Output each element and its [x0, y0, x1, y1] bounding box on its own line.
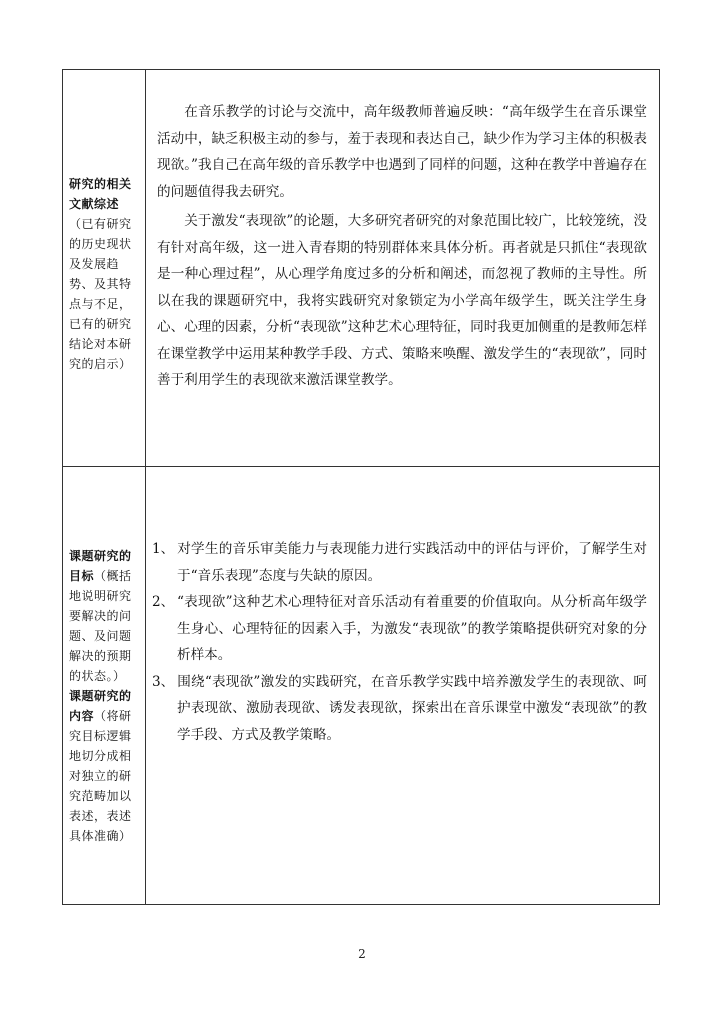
goals-content-content-cell	[146, 467, 659, 904]
literature-paragraph: 关于激发“表现欲”的论题，大多研究者研究的对象范围比较广，比较笼统，没有针对高年级，这一进入青春期的特别群体来具体分析。再者就是只抓住“表现欲是一种心理过程”，从心理学角度过多的分析和阐述，而忽视了教师的主导性。所以在我的课题研究中，我将实践研究对象锁定为小学高年级学生，既关注学生身心、心理的因素，分析“表现欲”这种艺术心理特征，同时我更加侧重的是教师怎样在课堂教学中运用某种教学手段、方式、策略来唤醒、激发学生的“表现欲”，同时善于利用学生的表现欲来激活课堂教学。	[157, 213, 647, 388]
research-content-heading: 课题研究的内容	[69, 689, 132, 723]
goals-content-row	[63, 467, 659, 904]
literature-review-label-cell	[63, 70, 146, 466]
literature-review-row	[63, 70, 659, 467]
literature-review-note: （已有研究的历史现状及发展趋势、及其特点与不足，已有的研究结论对本研究的启示）	[69, 217, 132, 371]
goal-item-text: “表现欲”这种艺术心理特征对音乐活动有着重要的价值取向。从分析高年级学生身心、心理特征的因素入手，为激发“表现欲”的教学策略提供研究对象的分析样本。	[177, 594, 647, 663]
goals-content-label-cell	[63, 467, 146, 904]
research-goal-note: （概括地说明研究要解决的问题、及问题解决的预期的状态。）	[69, 569, 132, 683]
page-number: 2	[358, 947, 366, 961]
goal-item	[152, 669, 647, 749]
goal-item	[152, 589, 647, 669]
goal-item-text: 围绕“表现欲”激发的实践研究，在音乐教学实践中培养激发学生的表现欲、呵护表现欲、激励表现欲、诱发表现欲，探索出在音乐课堂中激发“表现欲”的教学手段、方式及教学策略。	[177, 673, 647, 743]
literature-review-content-cell	[146, 70, 659, 466]
literature-paragraph: 在音乐教学的讨论与交流中，高年级教师普遍反映：“高年级学生在音乐课堂活动中，缺乏积极主动的参与，羞于表现和表达自己，缺少作为学习主体的积极表现欲。”我自己在高年级的音乐教学中也遇到了同样的问题，这种在教学中普遍存在的问题值得我去研究。	[157, 104, 647, 200]
form-table	[62, 69, 660, 905]
research-goal-heading: 课题研究的目标	[69, 549, 132, 583]
literature-review-heading: 研究的相关文献综述	[69, 177, 132, 211]
goal-item-number: 2、	[152, 594, 175, 610]
goal-item-number: 3、	[152, 673, 175, 690]
goal-item	[152, 536, 647, 589]
research-content-note: （将研究目标逻辑地切分成相对独立的研究范畴加以表述，表述具体准确）	[69, 709, 132, 843]
goal-item-text: 对学生的音乐审美能力与表现能力进行实践活动中的评估与评价，了解学生对于“音乐表现”态度与失缺的原因。	[177, 541, 647, 584]
goal-item-number: 1、	[152, 541, 175, 557]
